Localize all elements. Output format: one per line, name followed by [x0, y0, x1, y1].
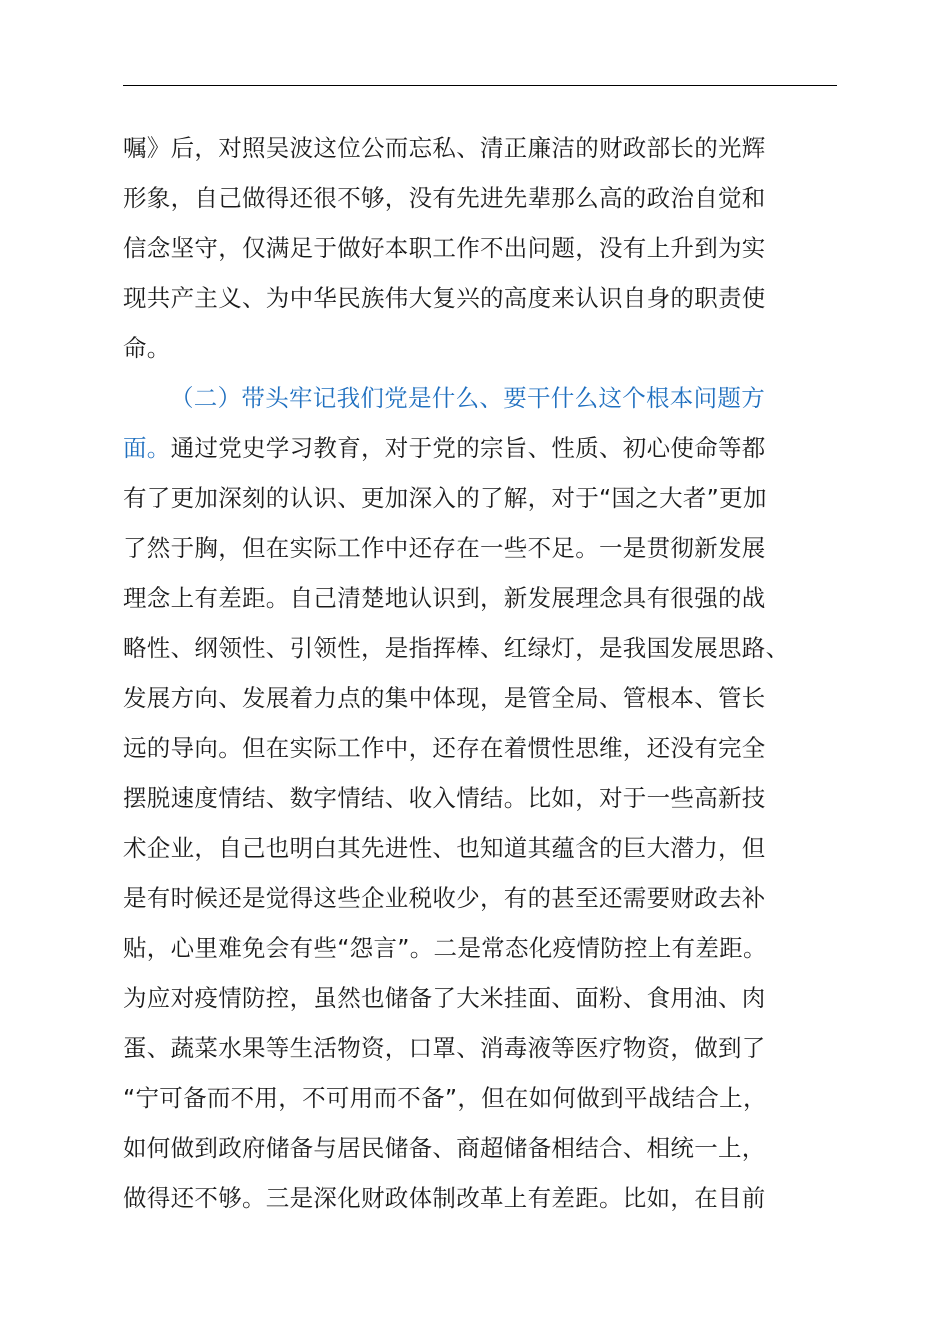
section-heading-tail: 面。 — [123, 434, 171, 462]
text-line-17: 贴，心里难免会有些“怨言”。二是常态化疫情防控上有差距。 — [123, 934, 767, 962]
section-heading: （二）带头牢记我们党是什么、要干什么这个根本问题方 — [170, 384, 765, 412]
text-line-12: 发展方向、发展着力点的集中体现，是管全局、管根本、管长 — [123, 684, 766, 712]
text-line-21: 如何做到政府储备与居民储备、商超储备相结合、相统一上， — [123, 1134, 766, 1162]
text-line-14: 摆脱速度情结、数字情结、收入情结。比如，对于一些高新技 — [123, 784, 766, 812]
header-rule — [123, 85, 837, 86]
text-line-8: 有了更加深刻的认识、更加深入的了解，对于“国之大者”更加 — [123, 484, 767, 512]
text-line-11: 略性、纲领性、引领性，是指挥棒、红绿灯，是我国发展思路、 — [123, 634, 790, 662]
text-line-4: 现共产主义、为中华民族伟大复兴的高度来认识自身的职责使 — [123, 284, 766, 312]
text-line-7 — [123, 430, 766, 466]
text-line-2: 形象，自己做得还很不够，没有先进先辈那么高的政治自觉和 — [123, 184, 766, 212]
text-line-10: 理念上有差距。自己清楚地认识到，新发展理念具有很强的战 — [123, 584, 766, 612]
text-line-13: 远的导向。但在实际工作中，还存在着惯性思维，还没有完全 — [123, 734, 766, 762]
text-line-3: 信念坚守，仅满足于做好本职工作不出问题，没有上升到为实 — [123, 234, 766, 262]
text-line-5: 命。 — [123, 334, 171, 362]
text-line-7-body: 通过党史学习教育，对于党的宗旨、性质、初心使命等都 — [170, 434, 766, 462]
text-line-1: 嘱》后，对照吴波这位公而忘私、清正廉洁的财政部长的光辉 — [123, 134, 766, 162]
text-line-18: 为应对疫情防控，虽然也储备了大米挂面、面粉、食用油、肉 — [123, 984, 766, 1012]
text-line-22: 做得还不够。三是深化财政体制改革上有差距。比如，在目前 — [123, 1184, 766, 1212]
text-line-9: 了然于胸，但在实际工作中还存在一些不足。一是贯彻新发展 — [123, 534, 766, 562]
text-line-19: 蛋、蔬菜水果等生活物资，口罩、消毒液等医疗物资，做到了 — [123, 1034, 766, 1062]
text-line-20: “宁可备而不用，不可用而不备”，但在如何做到平战结合上， — [123, 1084, 767, 1112]
text-line-16: 是有时候还是觉得这些企业税收少，有的甚至还需要财政去补 — [123, 884, 766, 912]
text-line-15: 术企业，自己也明白其先进性、也知道其蕴含的巨大潜力，但 — [123, 834, 766, 862]
